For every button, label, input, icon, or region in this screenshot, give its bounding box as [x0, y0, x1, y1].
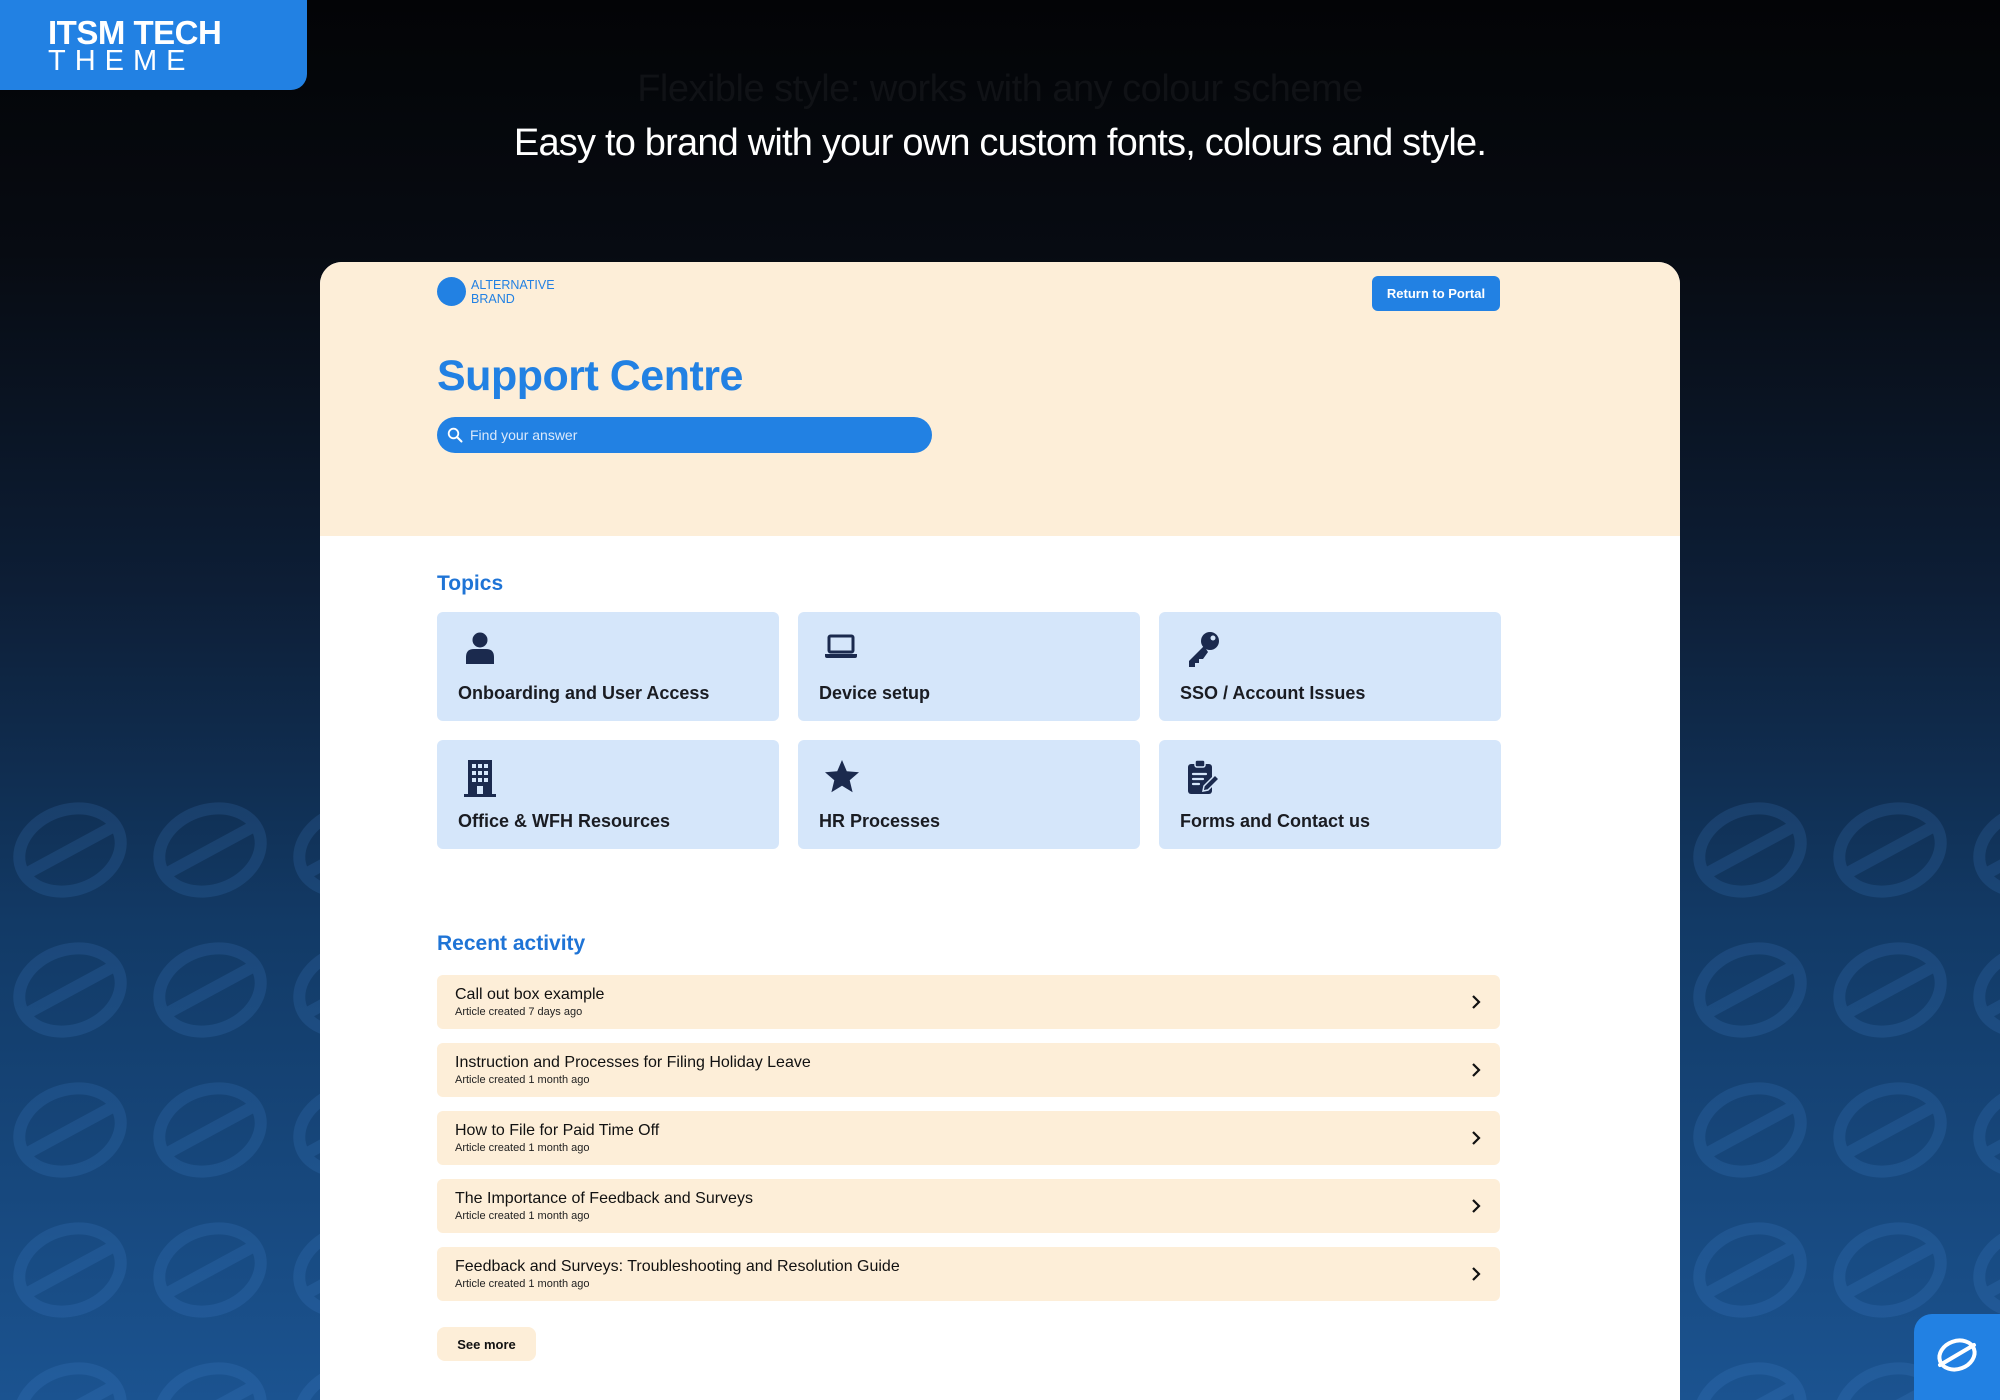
topics-heading: Topics — [437, 572, 504, 595]
topic-label: Forms and Contact us — [1180, 811, 1371, 831]
see-more-button[interactable]: See more — [437, 1327, 536, 1361]
topic-label: Onboarding and User Access — [458, 683, 710, 703]
search-bar[interactable] — [437, 417, 932, 453]
chevron-right-icon — [1469, 1129, 1483, 1152]
activity-item[interactable] — [437, 1179, 1500, 1233]
topics-grid — [437, 612, 1501, 849]
activity-title: Call out box example — [455, 986, 605, 1003]
topic-label: HR Processes — [819, 811, 941, 831]
topic-card-onboarding[interactable] — [437, 612, 779, 721]
key-icon — [1184, 630, 1220, 666]
brand-circle-icon — [437, 277, 466, 306]
hero-section — [320, 262, 1680, 536]
activity-meta: Article created 1 month ago — [455, 1210, 590, 1222]
search-icon — [447, 427, 463, 443]
alternative-brand-logo[interactable] — [437, 277, 555, 306]
topic-card-office-wfh[interactable] — [437, 740, 779, 849]
topic-label: SSO / Account Issues — [1180, 683, 1366, 703]
portal-preview — [320, 262, 1680, 1400]
page-title: Support Centre — [437, 352, 743, 400]
activity-item[interactable] — [437, 975, 1500, 1029]
logo-line-1: ITSM TECH — [48, 14, 222, 51]
activity-item[interactable] — [437, 1247, 1500, 1301]
brand-name-line-1: ALTERNATIVE — [471, 277, 555, 292]
topic-card-sso-account[interactable] — [1159, 612, 1501, 721]
activity-meta: Article created 1 month ago — [455, 1074, 590, 1086]
activity-title: The Importance of Feedback and Surveys — [455, 1190, 753, 1207]
building-icon — [462, 758, 498, 794]
clipboard-edit-icon — [1184, 758, 1220, 794]
star-icon — [823, 758, 859, 794]
activity-item[interactable] — [437, 1111, 1500, 1165]
chevron-right-icon — [1469, 1265, 1483, 1288]
topic-label: Device setup — [819, 683, 931, 703]
recent-activity-heading: Recent activity — [437, 932, 586, 955]
ghost-heading: Flexible style: works with any colour scheme — [637, 68, 1363, 110]
topic-card-forms-contact[interactable] — [1159, 740, 1501, 849]
search-input[interactable] — [468, 426, 912, 444]
logo-line-2: THEME — [48, 45, 195, 77]
activity-item[interactable] — [437, 1043, 1500, 1097]
chevron-right-icon — [1469, 993, 1483, 1016]
activity-title: Instruction and Processes for Filing Holiday Leave — [455, 1054, 811, 1071]
topic-card-hr-processes[interactable] — [798, 740, 1140, 849]
topic-card-device-setup[interactable] — [798, 612, 1140, 721]
activity-meta: Article created 7 days ago — [455, 1006, 583, 1018]
chevron-right-icon — [1469, 1197, 1483, 1220]
brand-swirl-icon — [1933, 1331, 1981, 1384]
return-to-portal-button[interactable]: Return to Portal — [1372, 276, 1500, 311]
brand-name-line-2: BRAND — [471, 291, 515, 306]
activity-title: How to File for Paid Time Off — [455, 1122, 660, 1139]
activity-title: Feedback and Surveys: Troubleshooting and Resolution Guide — [455, 1258, 900, 1275]
laptop-icon — [823, 630, 859, 666]
chevron-right-icon — [1469, 1061, 1483, 1084]
topic-label: Office & WFH Resources — [458, 811, 671, 831]
chat-launcher-button[interactable] — [1914, 1314, 2000, 1400]
activity-meta: Article created 1 month ago — [455, 1278, 590, 1290]
tagline: Easy to brand with your own custom fonts, colours and style. — [513, 122, 1487, 164]
recent-activity-list — [437, 975, 1500, 1315]
user-icon — [462, 630, 498, 666]
activity-meta: Article created 1 month ago — [455, 1142, 590, 1154]
